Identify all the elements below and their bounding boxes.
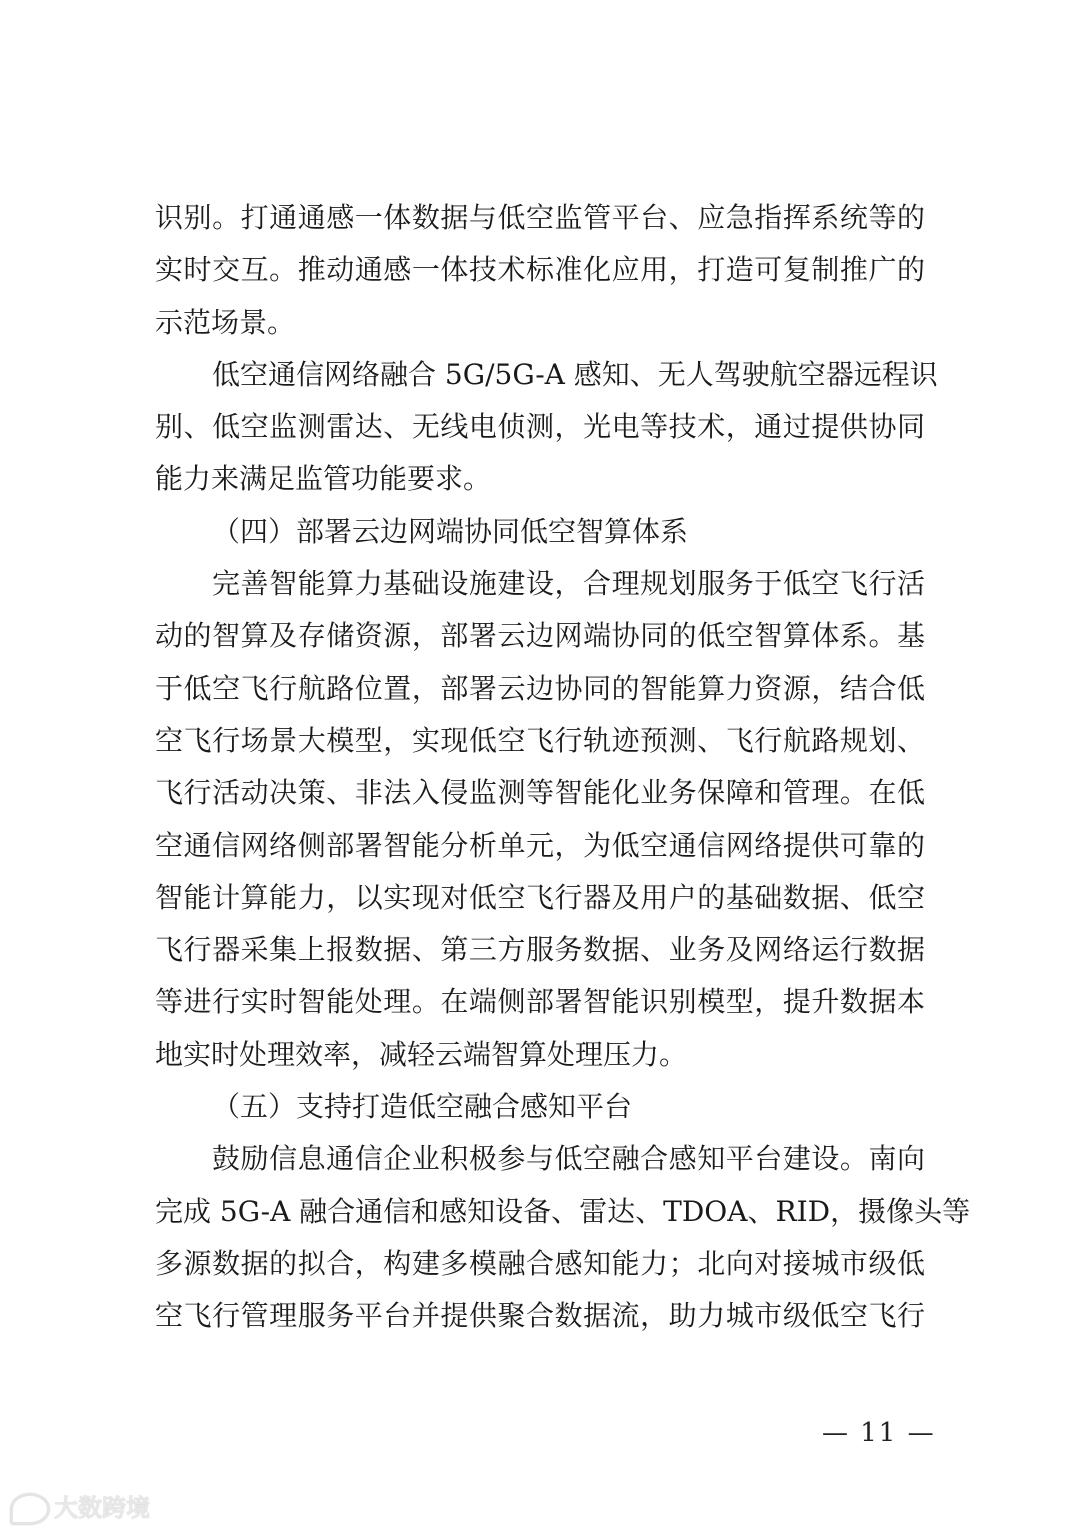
text-line: 完成 5G-A 融合通信和感知设备、雷达、TDOA、RID，摄像头等 xyxy=(155,1194,971,1228)
text-line: 鼓励信息通信企业积极参与低空融合感知平台建设。南向 xyxy=(212,1142,925,1176)
text-line: 动的智算及存储资源，部署云边网端协同的低空智算体系。基 xyxy=(155,619,925,653)
text-line: 低空通信网络融合 5G/5G-A 感知、无人驾驶航空器远程识 xyxy=(212,357,938,391)
text-line: 多源数据的拟合，构建多模融合感知能力；北向对接城市级低 xyxy=(155,1246,925,1280)
text-line: 能力来满足监管功能要求。 xyxy=(155,462,492,496)
text-line: 实时交互。推动通感一体技术标准化应用，打造可复制推广的 xyxy=(155,253,925,287)
text-line: 空通信网络侧部署智能分析单元，为低空通信网络提供可靠的 xyxy=(155,828,925,862)
text-line: 完善智能算力基础设施建设，合理规划服务于低空飞行活 xyxy=(212,567,925,601)
watermark xyxy=(10,1488,150,1525)
watermark-logo-icon xyxy=(10,1493,50,1525)
text-line: 别、低空监测雷达、无线电侦测，光电等技术，通过提供协同 xyxy=(155,410,925,444)
text-line: 识别。打通通感一体数据与低空监管平台、应急指挥系统等的 xyxy=(155,201,925,234)
text-line: 空飞行场景大模型，实现低空飞行轨迹预测、飞行航路规划、 xyxy=(155,723,925,757)
section-heading: （四）部署云边网端协同低空智算体系 xyxy=(212,514,689,548)
text-line: 于低空飞行航路位置，部署云边协同的智能算力资源，结合低 xyxy=(155,671,925,705)
text-line: 示范场景。 xyxy=(155,305,296,339)
section-heading: （五）支持打造低空融合感知平台 xyxy=(212,1090,633,1124)
text-line: 地实时处理效率，减轻云端智算处理压力。 xyxy=(155,1037,688,1071)
text-line: 飞行活动决策、非法入侵监测等智能化业务保障和管理。在低 xyxy=(155,776,925,810)
text-line: 空飞行管理服务平台并提供聚合数据流，助力城市级低空飞行 xyxy=(155,1299,925,1333)
text-line: 智能计算能力，以实现对低空飞行器及用户的基础数据、低空 xyxy=(155,880,925,914)
text-line: 等进行实时智能处理。在端侧部署智能识别模型，提升数据本 xyxy=(155,985,925,1019)
page-number: — 11 — xyxy=(822,1418,936,1448)
text-line: 飞行器采集上报数据、第三方服务数据、业务及网络运行数据 xyxy=(155,933,925,967)
document-body xyxy=(155,192,971,1343)
watermark-text: 大数跨境 xyxy=(54,1494,150,1522)
